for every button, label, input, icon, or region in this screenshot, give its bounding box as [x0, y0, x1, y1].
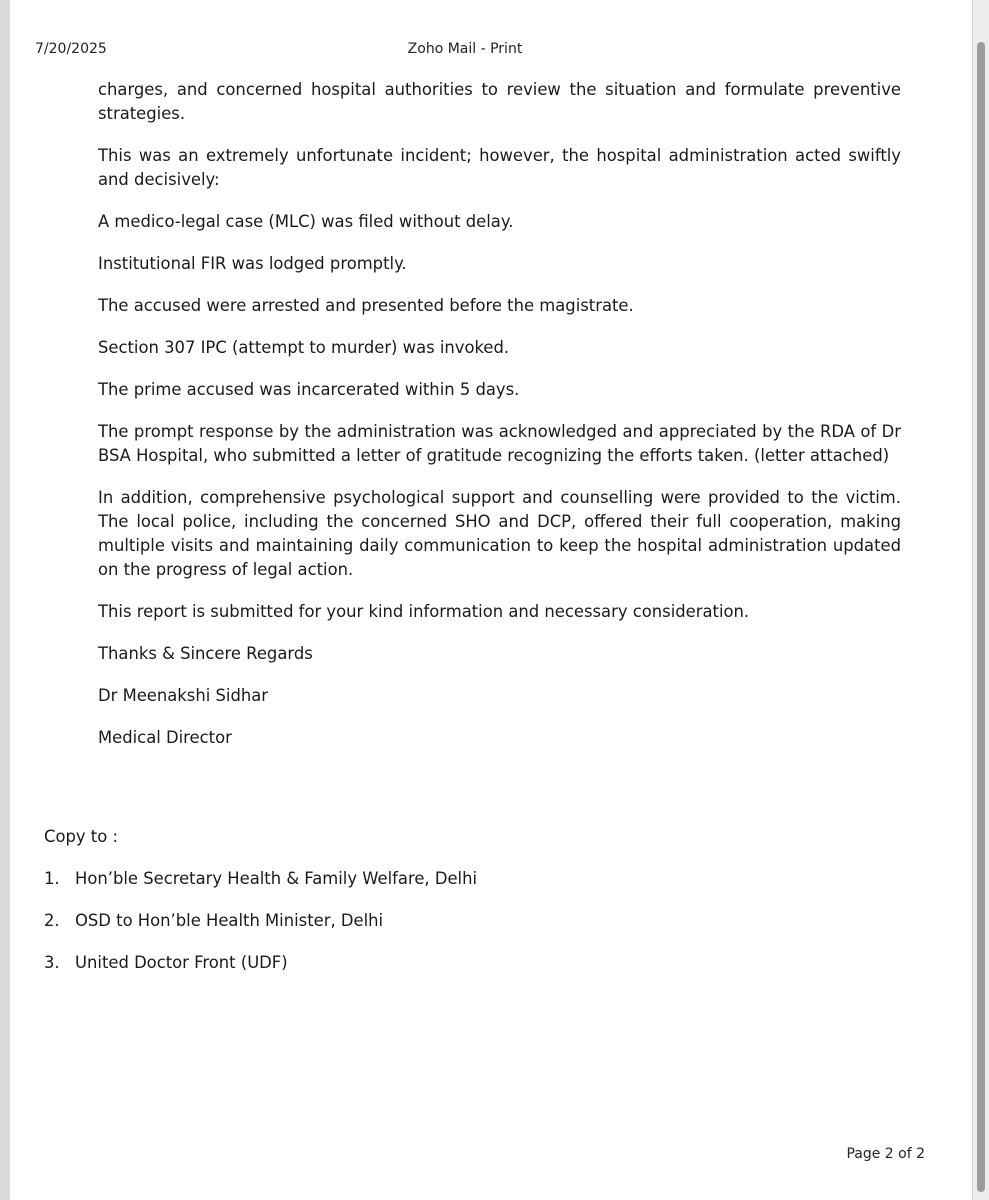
paragraph-incident: This was an extremely unfortunate incident; however, the hospital administration acted swiftly and decisively: — [98, 146, 901, 189]
paragraph-fir: Institutional FIR was lodged promptly. — [98, 254, 407, 273]
paragraph-rda-acknowledgement: The prompt response by the administration was acknowledged and appreciated by the RDA of Dr BSA Hospital, who submitted a letter of gratitude recognizing the efforts taken. (letter attached) — [98, 422, 901, 465]
signatory-designation: Medical Director — [98, 728, 232, 747]
letter-body — [98, 78, 901, 768]
paragraph-mlc: A medico-legal case (MLC) was filed without delay. — [98, 212, 514, 231]
page-number: Page 2 of 2 — [846, 1146, 925, 1162]
print-page — [10, 0, 973, 1200]
paragraph-arrest: The accused were arrested and presented before the magistrate. — [98, 296, 634, 315]
paragraph-section-307: Section 307 IPC (attempt to murder) was invoked. — [98, 338, 510, 357]
copy-to-item-number: 1. — [44, 869, 60, 888]
copy-to-item-number: 2. — [44, 911, 60, 930]
copy-to-item — [44, 951, 477, 975]
copy-to-heading: Copy to : — [44, 827, 118, 846]
paragraph-support: In addition, comprehensive psychological support and counselling were provided to the victim. The local police, including the concerned SHO and DCP, offered their full cooperation, making multiple visits and maintaining daily communication to keep the hospital administration updated on the progress of legal action. — [98, 488, 901, 579]
copy-to-item — [44, 909, 477, 933]
paragraph-incarcerated: The prime accused was incarcerated within 5 days. — [98, 380, 520, 399]
print-header-title: Zoho Mail - Print — [407, 41, 523, 57]
paragraph-preventive-strategies: charges, and concerned hospital authorities to review the situation and formulate preventive strategies. — [98, 80, 901, 123]
closing-regards: Thanks & Sincere Regards — [98, 644, 313, 663]
print-date: 7/20/2025 — [35, 41, 107, 57]
copy-to-item-text: Hon’ble Secretary Health & Family Welfare, Delhi — [75, 869, 478, 888]
paragraph-submission: This report is submitted for your kind information and necessary consideration. — [98, 602, 750, 621]
window-frame-left — [0, 0, 10, 1200]
copy-to-item-text: OSD to Hon’ble Health Minister, Delhi — [75, 911, 384, 930]
copy-to-item — [44, 867, 477, 891]
vertical-scrollbar[interactable] — [972, 0, 989, 1200]
copy-to-item-text: United Doctor Front (UDF) — [75, 953, 288, 972]
copy-to-section — [44, 825, 477, 993]
scrollbar-thumb[interactable] — [977, 42, 985, 1192]
copy-to-item-number: 3. — [44, 953, 60, 972]
signatory-name: Dr Meenakshi Sidhar — [98, 686, 269, 705]
